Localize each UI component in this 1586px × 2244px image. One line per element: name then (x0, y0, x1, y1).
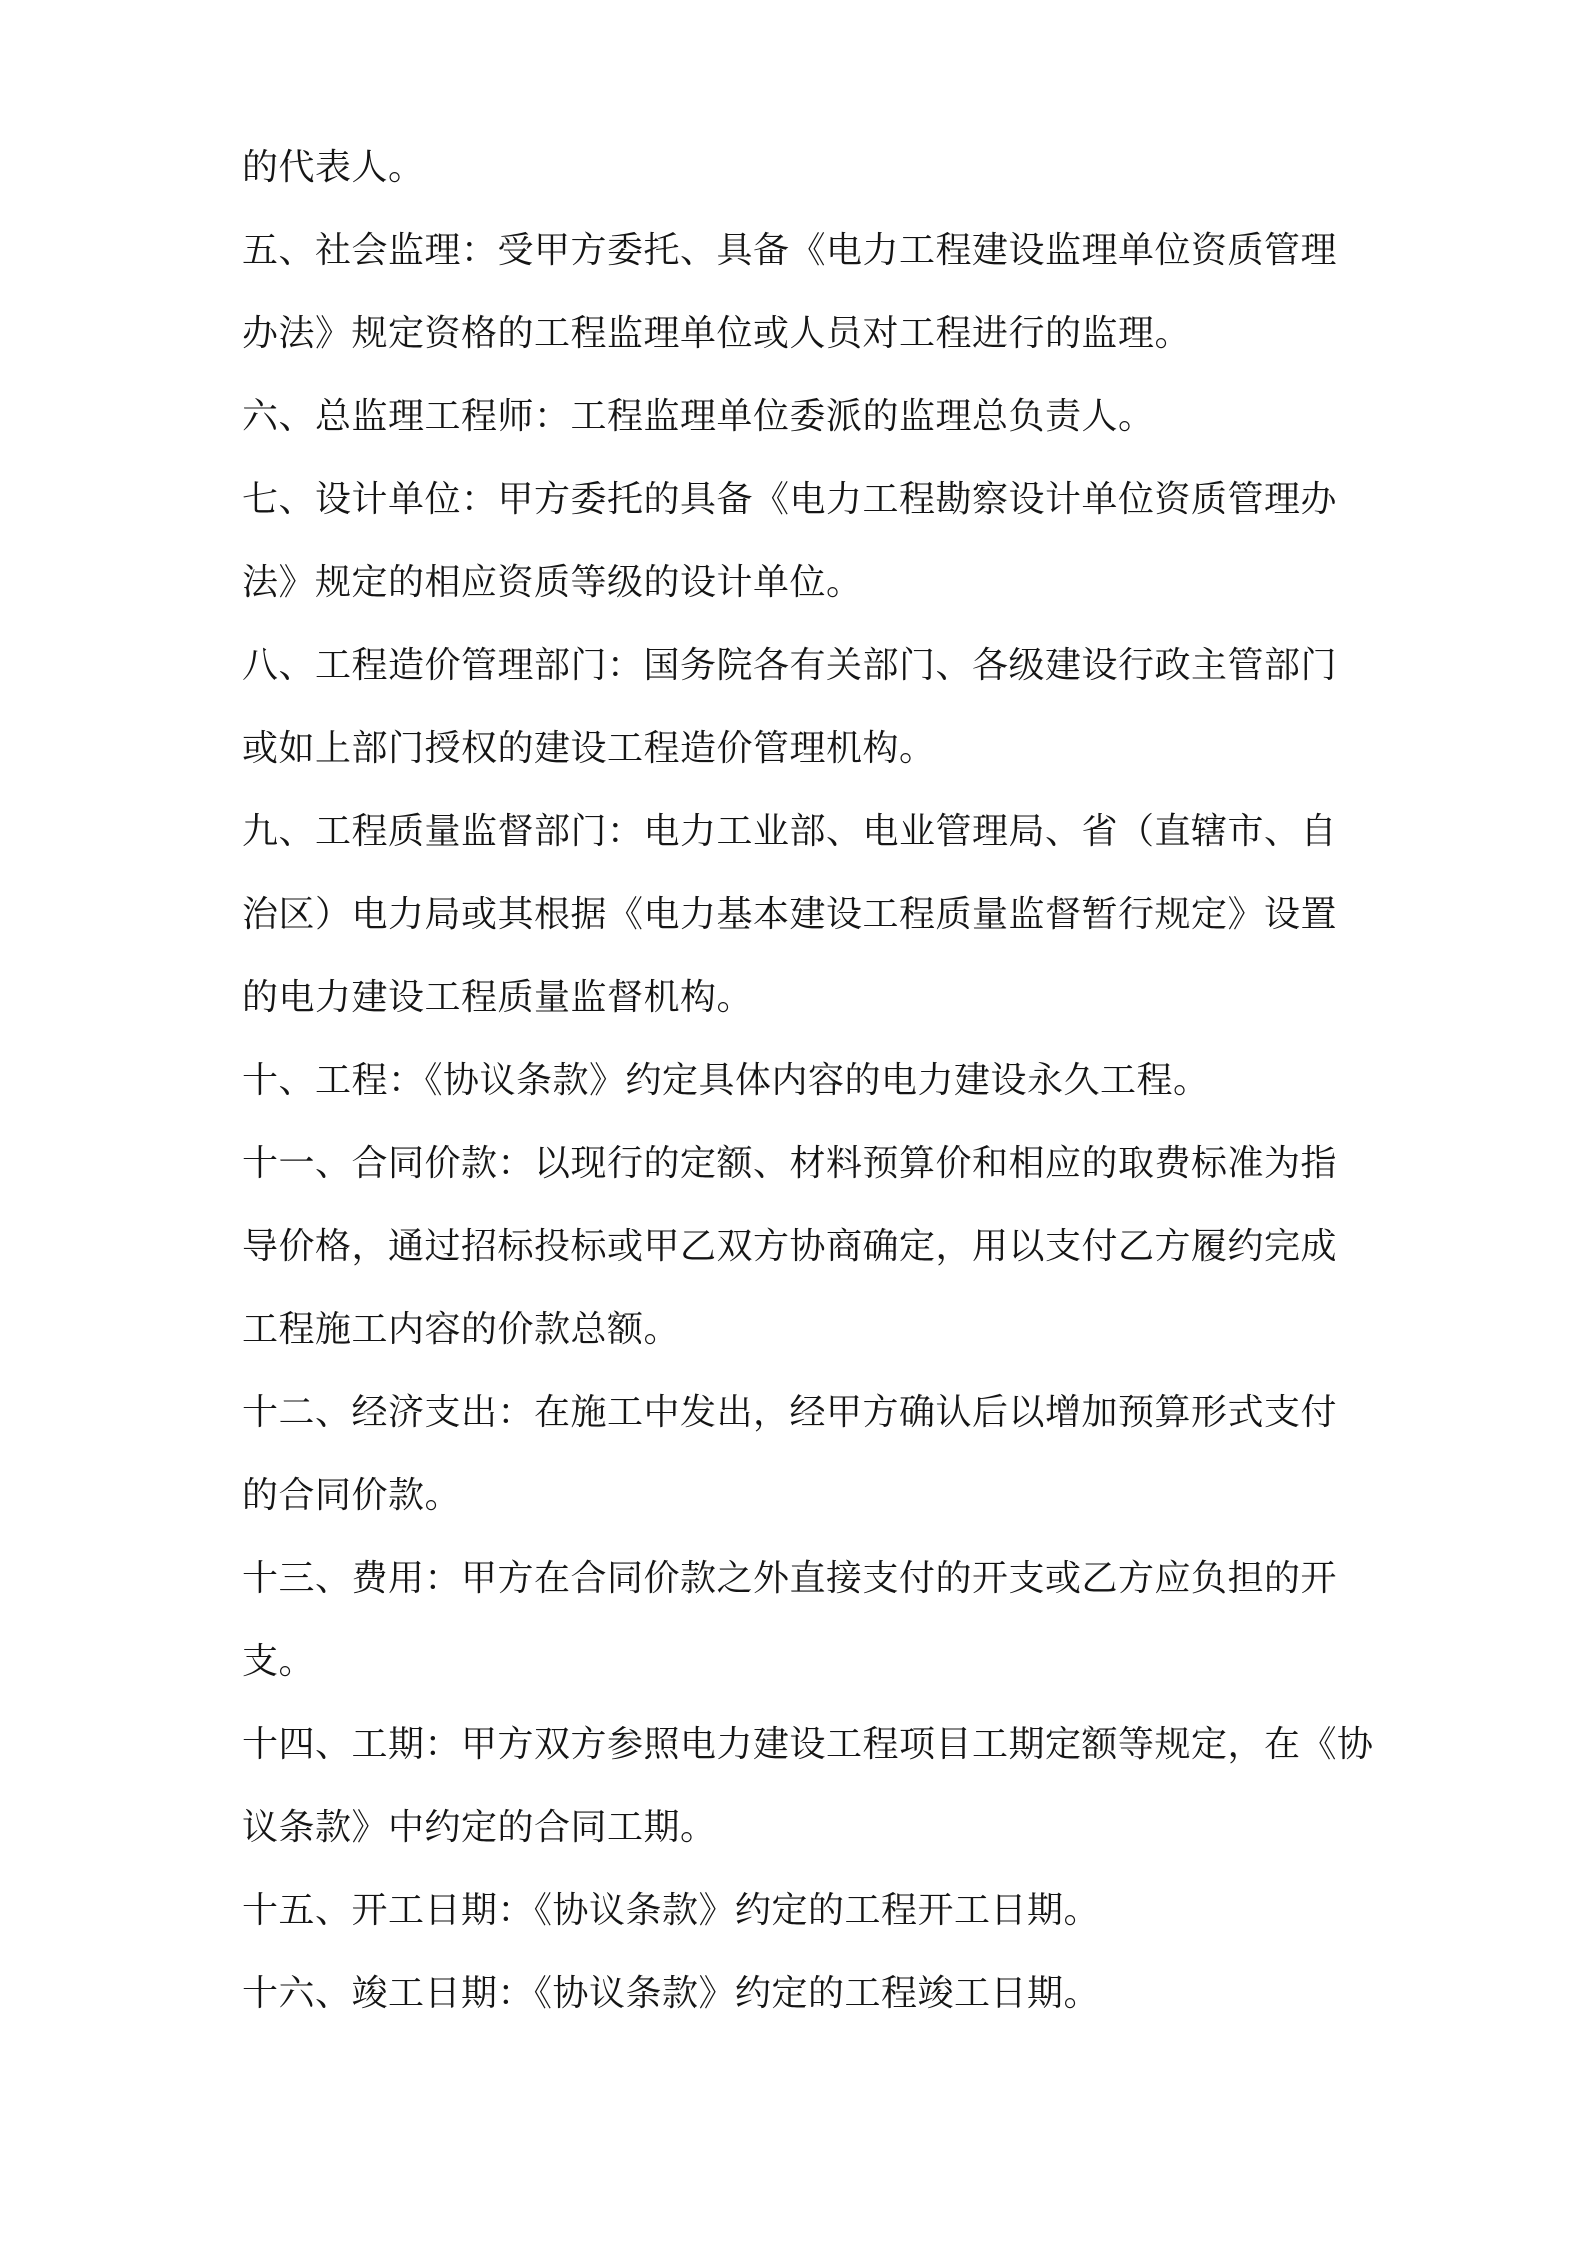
text-line: 法》规定的相应资质等级的设计单位。 (242, 562, 863, 603)
text-line: 的电力建设工程质量监督机构。 (242, 977, 754, 1018)
text-line: 十一、合同价款：以现行的定额、材料预算价和相应的取费标准为指 (242, 1143, 1338, 1184)
text-line: 十六、竣工日期：《协议条款》约定的工程竣工日期。 (242, 1973, 1101, 2014)
text-line: 或如上部门授权的建设工程造价管理机构。 (242, 728, 936, 769)
text-line: 八、工程造价管理部门：国务院各有关部门、各级建设行政主管部门 (242, 645, 1338, 686)
text-line: 导价格，通过招标投标或甲乙双方协商确定，用以支付乙方履约完成 (242, 1226, 1338, 1267)
text-line: 九、工程质量监督部门：电力工业部、电业管理局、省（直辖市、自 (242, 811, 1338, 852)
text-line: 六、总监理工程师：工程监理单位委派的监理总负责人。 (242, 396, 1155, 437)
text-line: 的合同价款。 (242, 1475, 462, 1516)
text-line: 的代表人。 (242, 147, 425, 188)
text-line: 十五、开工日期：《协议条款》约定的工程开工日期。 (242, 1890, 1101, 1931)
text-line: 七、设计单位：甲方委托的具备《电力工程勘察设计单位资质管理办 (242, 479, 1338, 520)
text-line: 工程施工内容的价款总额。 (242, 1309, 681, 1350)
text-line: 十、工程：《协议条款》约定具体内容的电力建设永久工程。 (242, 1060, 1210, 1101)
text-line: 议条款》中约定的合同工期。 (242, 1807, 717, 1848)
text-line: 十四、工期：甲方双方参照电力建设工程项目工期定额等规定，在《协 (242, 1724, 1374, 1765)
text-line: 治区）电力局或其根据《电力基本建设工程质量监督暂行规定》设置 (242, 894, 1338, 935)
document-body (242, 126, 1374, 2035)
text-line: 十二、经济支出：在施工中发出，经甲方确认后以增加预算形式支付 (242, 1392, 1338, 1433)
text-line: 支。 (242, 1641, 316, 1682)
text-line: 十三、费用：甲方在合同价款之外直接支付的开支或乙方应负担的开 (242, 1558, 1338, 1599)
text-line: 办法》规定资格的工程监理单位或人员对工程进行的监理。 (242, 313, 1192, 354)
text-line: 五、社会监理：受甲方委托、具备《电力工程建设监理单位资质管理 (242, 230, 1338, 271)
